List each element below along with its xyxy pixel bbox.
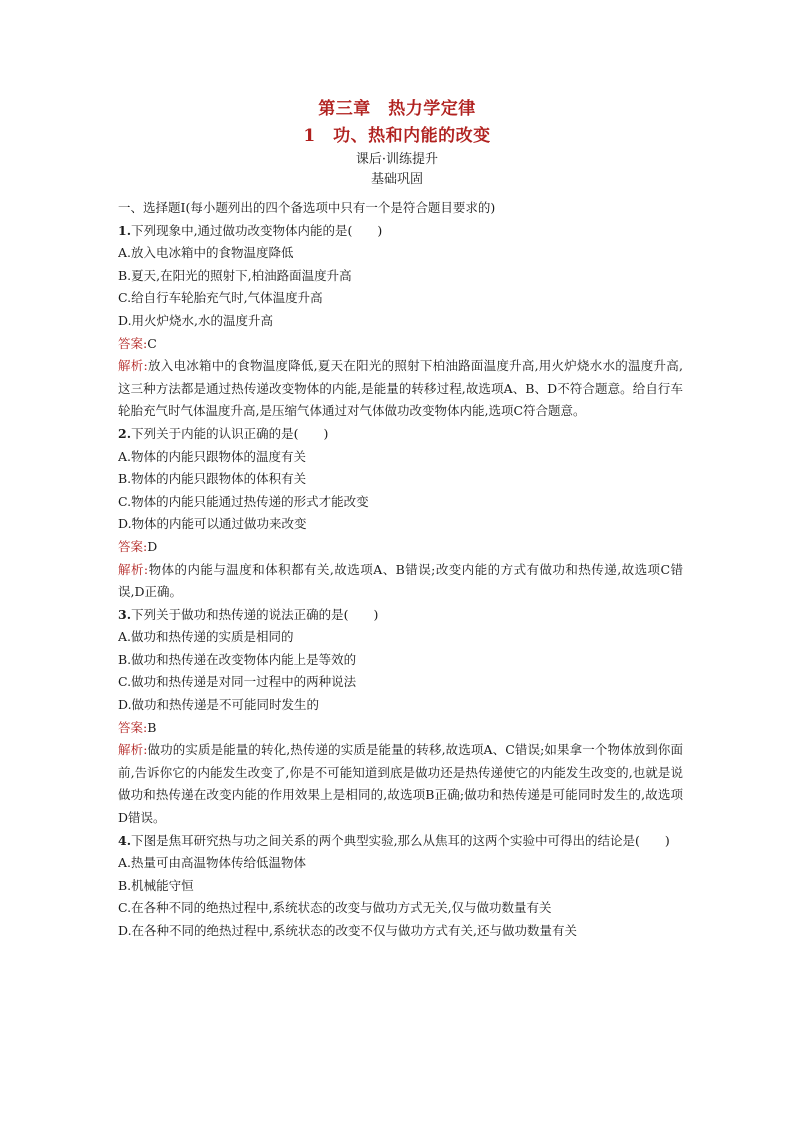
- option-d: D.用火炉烧水,水的温度升高: [118, 312, 274, 328]
- analysis-block: [118, 355, 683, 423]
- analysis-text: 物体的内能与温度和体积都有关,故选项A、B错误;改变内能的方式有做功和热传递,故选项C错误,D正确。: [118, 561, 683, 600]
- option-b: B.物体的内能只跟物体的体积有关: [118, 471, 307, 487]
- question-number: 2.: [118, 425, 132, 441]
- answer-value: C: [147, 335, 157, 351]
- option-c: C.物体的内能只能通过热传递的形式才能改变: [118, 493, 369, 509]
- question-3: [118, 604, 683, 830]
- chapter-title: 第三章 热力学定律: [318, 99, 476, 119]
- level-subtitle: 基础巩固: [370, 172, 423, 187]
- question-4: [118, 830, 683, 943]
- answer-line: [118, 333, 683, 356]
- question-stem: 下图是焦耳研究热与功之间关系的两个典型实验,那么从焦耳的这两个实验中可得出的结论是( ): [131, 832, 670, 848]
- option-d: D.在各种不同的绝热过程中,系统状态的改变不仅与做功方式有关,还与做功数量有关: [118, 923, 577, 938]
- answer-line: [118, 717, 683, 740]
- analysis-block: [118, 739, 683, 829]
- analysis-text: 做功的实质是能量的转化,热传递的实质是能量的转移,故选项A、C错误;如果拿一个物体放到你面前,告诉你它的内能发生改变了,你是不可能知道到底是做功还是热传递使它的内能发生改变的,也就是说做功和热传递在改变内能的作用效果上是相同的,故选项B正确;做功和热传递是可能同时发生的,故选项D错误。: [118, 742, 683, 826]
- option-c: C.做功和热传递是对同一过程中的两种说法: [118, 674, 357, 690]
- answer-value: B: [147, 719, 157, 735]
- analysis-text: 放入电冰箱中的食物温度降低,夏天在阳光的照射下柏油路面温度升高,用火炉烧水水的温度升高,这三种方法都是通过热传递改变物体的内能,是能量的转移过程,故选项A、B、D不符合题意。给自行车轮胎充气时气体温度升高,是压缩气体通过对气体做功改变物体内能,选项C符合题意。: [118, 358, 683, 419]
- option-a: A.做功和热传递的实质是相同的: [118, 629, 294, 645]
- document-header: [0, 98, 794, 189]
- exercise-subtitle: 课后·训练提升: [355, 152, 439, 167]
- option-d: D.物体的内能可以通过做功来改变: [118, 516, 307, 532]
- answer-value: D: [147, 538, 158, 554]
- question-1: [118, 220, 683, 423]
- option-b: B.做功和热传递在改变物体内能上是等效的: [118, 651, 357, 667]
- answer-label: 答案:: [118, 335, 148, 351]
- question-2: [118, 423, 683, 604]
- question-stem: 下列关于做功和热传递的说法正确的是( ): [131, 606, 379, 622]
- option-c: C.在各种不同的绝热过程中,系统状态的改变与做功方式无关,仅与做功数量有关: [118, 900, 552, 916]
- question-body: [118, 197, 683, 943]
- analysis-label: 解析:: [118, 742, 148, 758]
- section-title: 1 功、热和内能的改变: [303, 126, 491, 146]
- option-a: A.热量可由高温物体传给低温物体: [118, 855, 307, 871]
- option-d: D.做功和热传递是不可能同时发生的: [118, 697, 320, 713]
- option-a: A.物体的内能只跟物体的温度有关: [118, 448, 307, 464]
- question-stem: 下列关于内能的认识正确的是( ): [131, 425, 329, 441]
- analysis-label: 解析:: [118, 561, 149, 577]
- section-instruction: 一、选择题Ⅰ(每小题列出的四个备选项中只有一个是符合题目要求的): [118, 200, 496, 215]
- option-b: B.夏天,在阳光的照射下,柏油路面温度升高: [118, 267, 352, 283]
- option-c: C.给自行车轮胎充气时,气体温度升高: [118, 290, 323, 306]
- option-a: A.放入电冰箱中的食物温度降低: [118, 245, 294, 261]
- answer-label: 答案:: [118, 719, 148, 735]
- question-number: 1.: [118, 222, 132, 238]
- question-number: 3.: [118, 606, 132, 622]
- analysis-label: 解析:: [118, 358, 148, 374]
- answer-label: 答案:: [118, 538, 148, 554]
- option-b: B.机械能守恒: [118, 877, 194, 893]
- analysis-block: [118, 559, 683, 604]
- answer-line: [118, 536, 683, 559]
- question-stem: 下列现象中,通过做功改变物体内能的是( ): [131, 222, 383, 238]
- question-number: 4.: [118, 832, 132, 848]
